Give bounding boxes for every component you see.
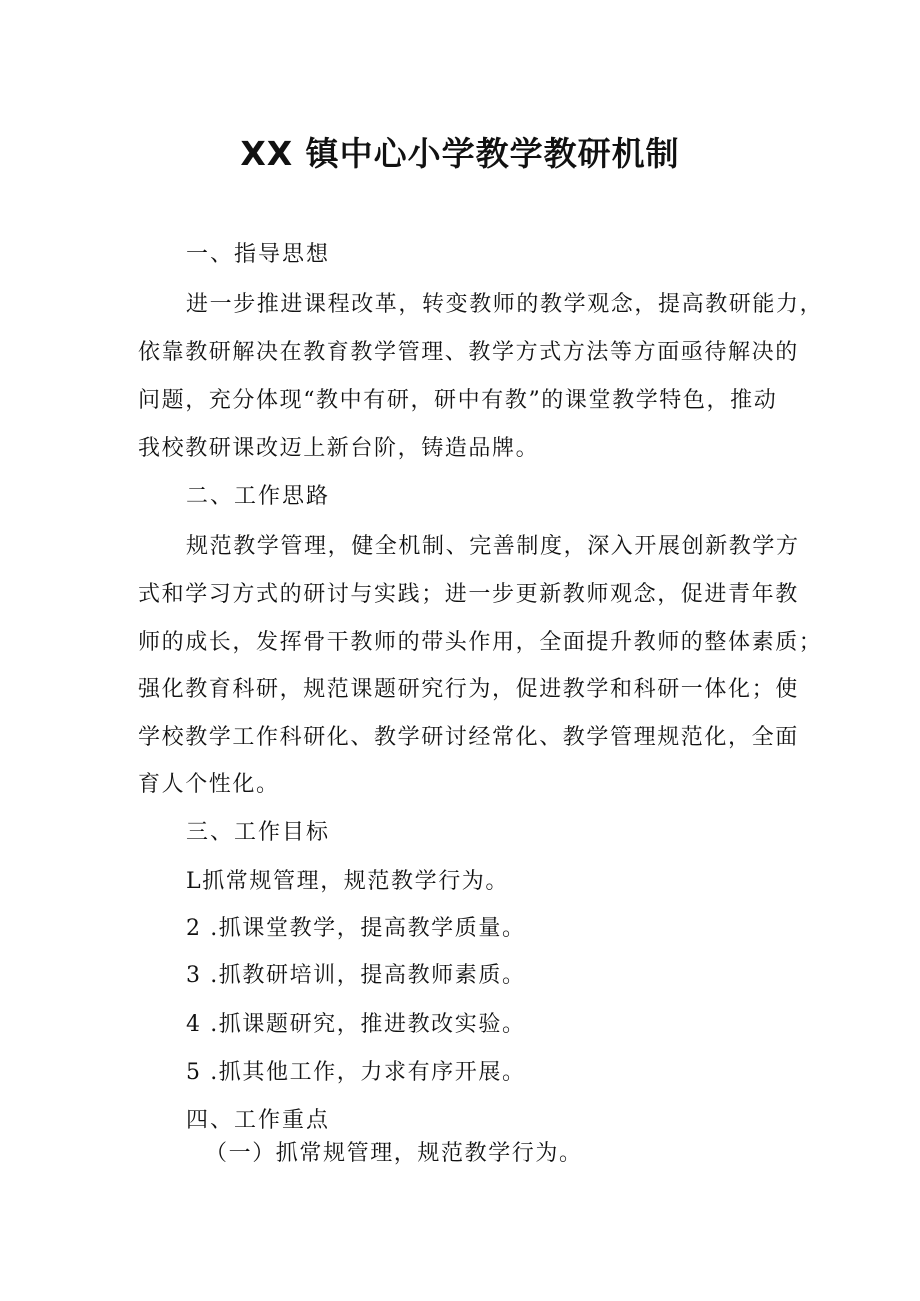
paragraph-line: 规范教学管理，健全机制、完善制度，深入开展创新教学方 [186, 534, 800, 559]
paragraph-line: 我校教研课改迈上新台阶，铸造品牌。 [138, 436, 540, 461]
paragraph-line: 问题，充分体现“教中有研，研中有教”的课堂教学特色，推动 [138, 388, 778, 413]
paragraph-line: 育人个性化。 [138, 772, 280, 797]
list-item: 3 .抓教研培训，提高教师素质。 [186, 963, 526, 988]
sub-section-heading: （一）抓常规管理，规范教学行为。 [205, 1141, 583, 1166]
list-item: 5 .抓其他工作，力求有序开展。 [186, 1060, 526, 1085]
list-item: L抓常规管理，规范教学行为。 [186, 869, 510, 894]
paragraph-line: 进一步推进课程改革，转变教师的教学观念，提高教研能力， [186, 292, 824, 317]
section-heading-work-goals: 三、工作目标 [186, 820, 331, 845]
section-heading-work-focus: 四、工作重点 [186, 1108, 331, 1133]
document-title: XX 镇中心小学教学教研机制 [240, 134, 680, 173]
paragraph-line: 学校教学工作科研化、教学研讨经常化、教学管理规范化，全面 [138, 725, 799, 750]
paragraph-line: 依靠教研解决在教育教学管理、教学方式方法等方面亟待解决的 [138, 340, 799, 365]
section-heading-work-approach: 二、工作思路 [186, 484, 331, 509]
section-heading-guiding-ideology: 一、指导思想 [186, 242, 331, 267]
paragraph-line: 强化教育科研，规范课题研究行为，促进教学和科研一体化；使 [138, 677, 799, 702]
list-item: 2 .抓课堂教学，提高教学质量。 [186, 916, 526, 941]
paragraph-line: 师的成长，发挥骨干教师的带头作用，全面提升教师的整体素质； [138, 630, 823, 655]
list-item: 4 .抓课题研究，推进教改实验。 [186, 1012, 526, 1037]
paragraph-line: 式和学习方式的研讨与实践；进一步更新教师观念，促进青年教 [138, 582, 799, 607]
